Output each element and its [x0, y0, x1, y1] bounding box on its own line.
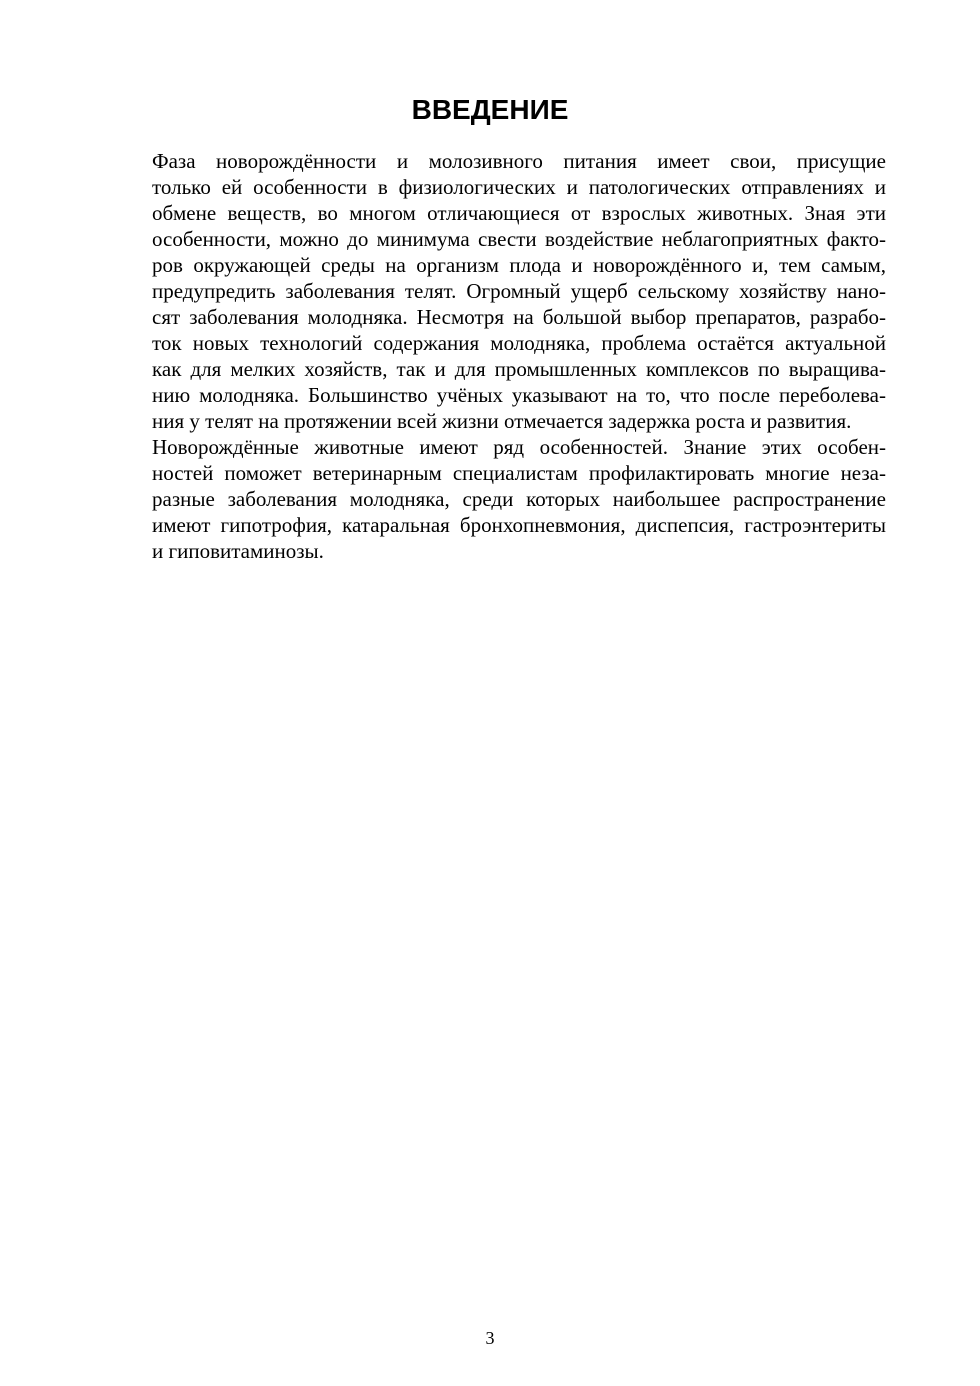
text-line: разные заболевания молодняка, среди которых наибольшее распространение	[152, 487, 886, 511]
text-line: нию молодняка. Большинство учёных указывают на то, что после переболева-	[152, 383, 886, 407]
text-line: Фаза новорождённости и молозивного питания имеет свои, присущие	[152, 149, 886, 173]
text-line: сят заболевания молодняка. Несмотря на большой выбор препаратов, разрабо-	[152, 305, 886, 329]
text-line: ток новых технологий содержания молодняка, проблема остаётся актуальной	[152, 331, 886, 355]
page-title: ВВЕДЕНИЕ	[411, 94, 569, 125]
text-line: как для мелких хозяйств, так и для промышленных комплексов по выращива-	[152, 357, 886, 381]
paragraph-2	[94, 434, 886, 564]
text-line: имеют гипотрофия, катаральная бронхопневмония, диспепсия, гастроэнтериты	[152, 513, 886, 537]
body-text	[94, 148, 886, 564]
text-line: ров окружающей среды на организм плода и новорождённого и, тем самым,	[152, 253, 886, 277]
page-number: 3	[485, 1328, 495, 1348]
text-line: только ей особенности в физиологических и патологических отправлениях и	[152, 175, 886, 199]
text-line: предупредить заболевания телят. Огромный ущерб сельскому хозяйству нано-	[152, 279, 886, 303]
text-line: особенности, можно до минимума свести воздействие неблагоприятных факто-	[152, 227, 886, 251]
text-line: Новорождённые животные имеют ряд особенностей. Знание этих особен-	[152, 435, 886, 459]
text-line: обмене веществ, во многом отличающиеся от взрослых животных. Зная эти	[152, 201, 886, 225]
paragraph-1	[94, 148, 886, 434]
text-line: ния у телят на протяжении всей жизни отмечается задержка роста и развития.	[152, 409, 852, 433]
text-line: и гиповитаминозы.	[152, 539, 324, 563]
text-line: ностей поможет ветеринарным специалистам профилактировать многие неза-	[152, 461, 886, 485]
